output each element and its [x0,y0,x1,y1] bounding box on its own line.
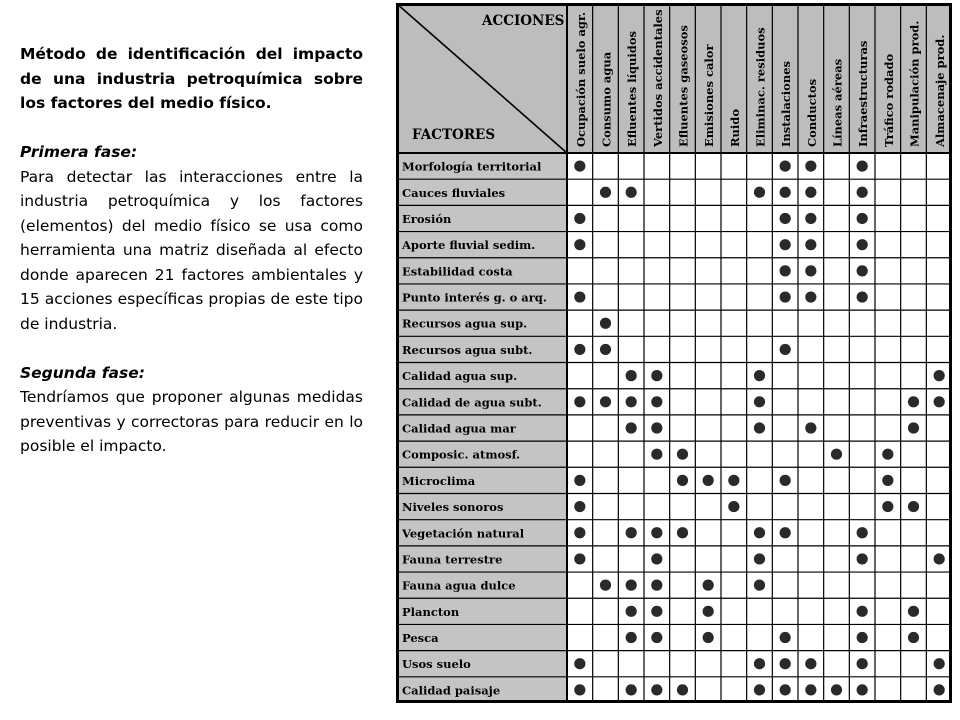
impact-dot [703,632,714,643]
impact-dot [908,396,919,407]
action-label: Efluentes gaseosos [676,25,691,147]
impact-dot [754,580,765,591]
impact-dot [600,580,611,591]
impact-matrix [396,3,952,703]
impact-dot [831,684,842,695]
impact-dot [857,187,868,198]
impact-dot [626,370,637,381]
action-label: Infraestructuras [856,40,871,147]
impact-dot [934,370,945,381]
impact-dot [703,606,714,617]
factor-label: Calidad agua mar [402,421,516,436]
impact-dot [805,239,816,250]
impact-dot [574,658,585,669]
impact-dot [934,658,945,669]
impact-dot [574,501,585,512]
factor-label: Recursos agua subt. [402,342,533,357]
impact-dot [703,580,714,591]
impact-dot [780,291,791,302]
impact-dot [574,553,585,564]
impact-dot [651,606,662,617]
phase1-title: Primera fase: [20,143,138,161]
impact-dot [574,160,585,171]
factor-label: Usos suelo [402,657,471,672]
impact-dot [703,475,714,486]
impact-dot [574,213,585,224]
impact-dot [754,658,765,669]
impact-dot [626,580,637,591]
impact-dot [908,501,919,512]
impact-dot [857,265,868,276]
phase1-body: Para detectar las interacciones entre la industria petroquímica y los factores (elementos) del medio físico se usa como herramienta una matriz diseñada al efecto donde aparecen 21 factores ambientales y 15 acciones específicas propias de este tipo de industria. [20,167,363,333]
impact-dot [677,527,688,538]
factor-label: Pesca [402,631,439,646]
impact-dot [934,396,945,407]
impact-dot [626,632,637,643]
impact-dot [651,580,662,591]
factor-label: Calidad paisaje [402,683,501,698]
impact-dot [805,422,816,433]
impact-dot [805,160,816,171]
actions-header: ACCIONES [482,13,565,29]
impact-dot [908,422,919,433]
impact-dot [600,187,611,198]
impact-dot [805,658,816,669]
impact-dot [677,475,688,486]
factor-label: Fauna agua dulce [402,578,516,593]
impact-dot [677,449,688,460]
action-label: Ruido [727,109,742,147]
impact-dot [780,187,791,198]
impact-dot [857,239,868,250]
impact-dot [780,632,791,643]
impact-dot [882,449,893,460]
impact-dot [626,396,637,407]
impact-dot [857,553,868,564]
impact-dot [754,422,765,433]
impact-dot [857,606,868,617]
impact-dot [780,684,791,695]
factors-header: FACTORES [412,127,496,143]
document-title: Método de identificación del impacto de una industria petroquímica sobre los factores del medio físico. [20,45,363,112]
action-label: Conductos [804,78,819,147]
factor-label: Punto interés g. o arq. [402,290,547,305]
action-label: Líneas aéreas [830,58,845,147]
impact-dot [780,265,791,276]
impact-dot [857,160,868,171]
impact-dot [857,291,868,302]
impact-matrix-grid [396,3,952,703]
impact-dot [934,553,945,564]
factor-label: Recursos agua sup. [402,316,528,331]
factor-label: Microclima [402,473,476,488]
impact-dot [626,187,637,198]
factor-label: Niveles sonoros [402,500,504,515]
impact-dot [600,396,611,407]
impact-dot [651,370,662,381]
impact-dot [857,658,868,669]
impact-dot [857,632,868,643]
impact-dot [805,291,816,302]
action-label: Consumo agua [599,51,614,147]
factor-label: Plancton [402,604,460,619]
impact-dot [651,632,662,643]
impact-dot [574,527,585,538]
action-label: Emisiones calor [702,44,717,147]
phase2-body: Tendríamos que proponer algunas medidas preventivas y correctoras para reducir en lo posible el impacto. [20,388,363,455]
phase2-title: Segunda fase: [20,363,145,382]
factor-label: Estabilidad costa [402,264,513,279]
impact-dot [626,422,637,433]
impact-dot [651,422,662,433]
factor-label: Aporte fluvial sedim. [402,238,536,253]
impact-dot [651,684,662,695]
factor-label: Calidad de agua subt. [402,395,542,410]
impact-dot [754,684,765,695]
impact-dot [754,370,765,381]
action-label: Eliminac. residuos [753,27,768,147]
factor-label: Calidad agua sup. [402,369,518,384]
impact-dot [780,527,791,538]
impact-dot [626,684,637,695]
impact-dot [780,160,791,171]
impact-dot [780,344,791,355]
impact-dot [805,213,816,224]
impact-dot [934,684,945,695]
impact-dot [574,239,585,250]
action-label: Manipulación prod. [907,20,922,147]
factor-label: Cauces fluviales [402,185,506,200]
action-label: Efluentes líquidos [625,31,640,147]
impact-dot [857,684,868,695]
action-label: Ocupación suelo agr. [573,12,588,147]
impact-dot [600,318,611,329]
action-label: Tráfico rodado [881,53,896,147]
impact-dot [780,213,791,224]
impact-dot [754,396,765,407]
impact-dot [908,606,919,617]
impact-dot [626,527,637,538]
impact-dot [626,606,637,617]
impact-dot [754,527,765,538]
impact-dot [574,291,585,302]
impact-dot [857,527,868,538]
impact-dot [908,632,919,643]
impact-dot [831,449,842,460]
impact-dot [651,527,662,538]
factor-label: Vegetación natural [402,526,525,541]
impact-dot [882,501,893,512]
action-label: Vertidos accidentales [650,9,665,147]
impact-dot [780,475,791,486]
impact-dot [677,684,688,695]
impact-dot [805,187,816,198]
impact-dot [651,449,662,460]
impact-dot [780,239,791,250]
impact-dot [574,684,585,695]
factor-label: Morfología territorial [402,159,542,174]
impact-dot [857,213,868,224]
impact-dot [728,475,739,486]
impact-dot [805,684,816,695]
factor-label: Erosión [402,211,452,226]
impact-dot [574,396,585,407]
impact-dot [780,658,791,669]
factor-label: Fauna terrestre [402,552,503,567]
description-text [20,42,363,459]
impact-dot [882,475,893,486]
impact-dot [574,344,585,355]
impact-dot [600,344,611,355]
impact-dot [754,553,765,564]
impact-dot [805,265,816,276]
impact-dot [754,187,765,198]
impact-dot [728,501,739,512]
impact-dot [651,396,662,407]
action-label: Almacenaje prod. [933,34,948,147]
factor-label: Composic. atmosf. [402,447,521,462]
impact-dot [574,475,585,486]
impact-dot [651,553,662,564]
action-label: Instalaciones [779,61,794,147]
